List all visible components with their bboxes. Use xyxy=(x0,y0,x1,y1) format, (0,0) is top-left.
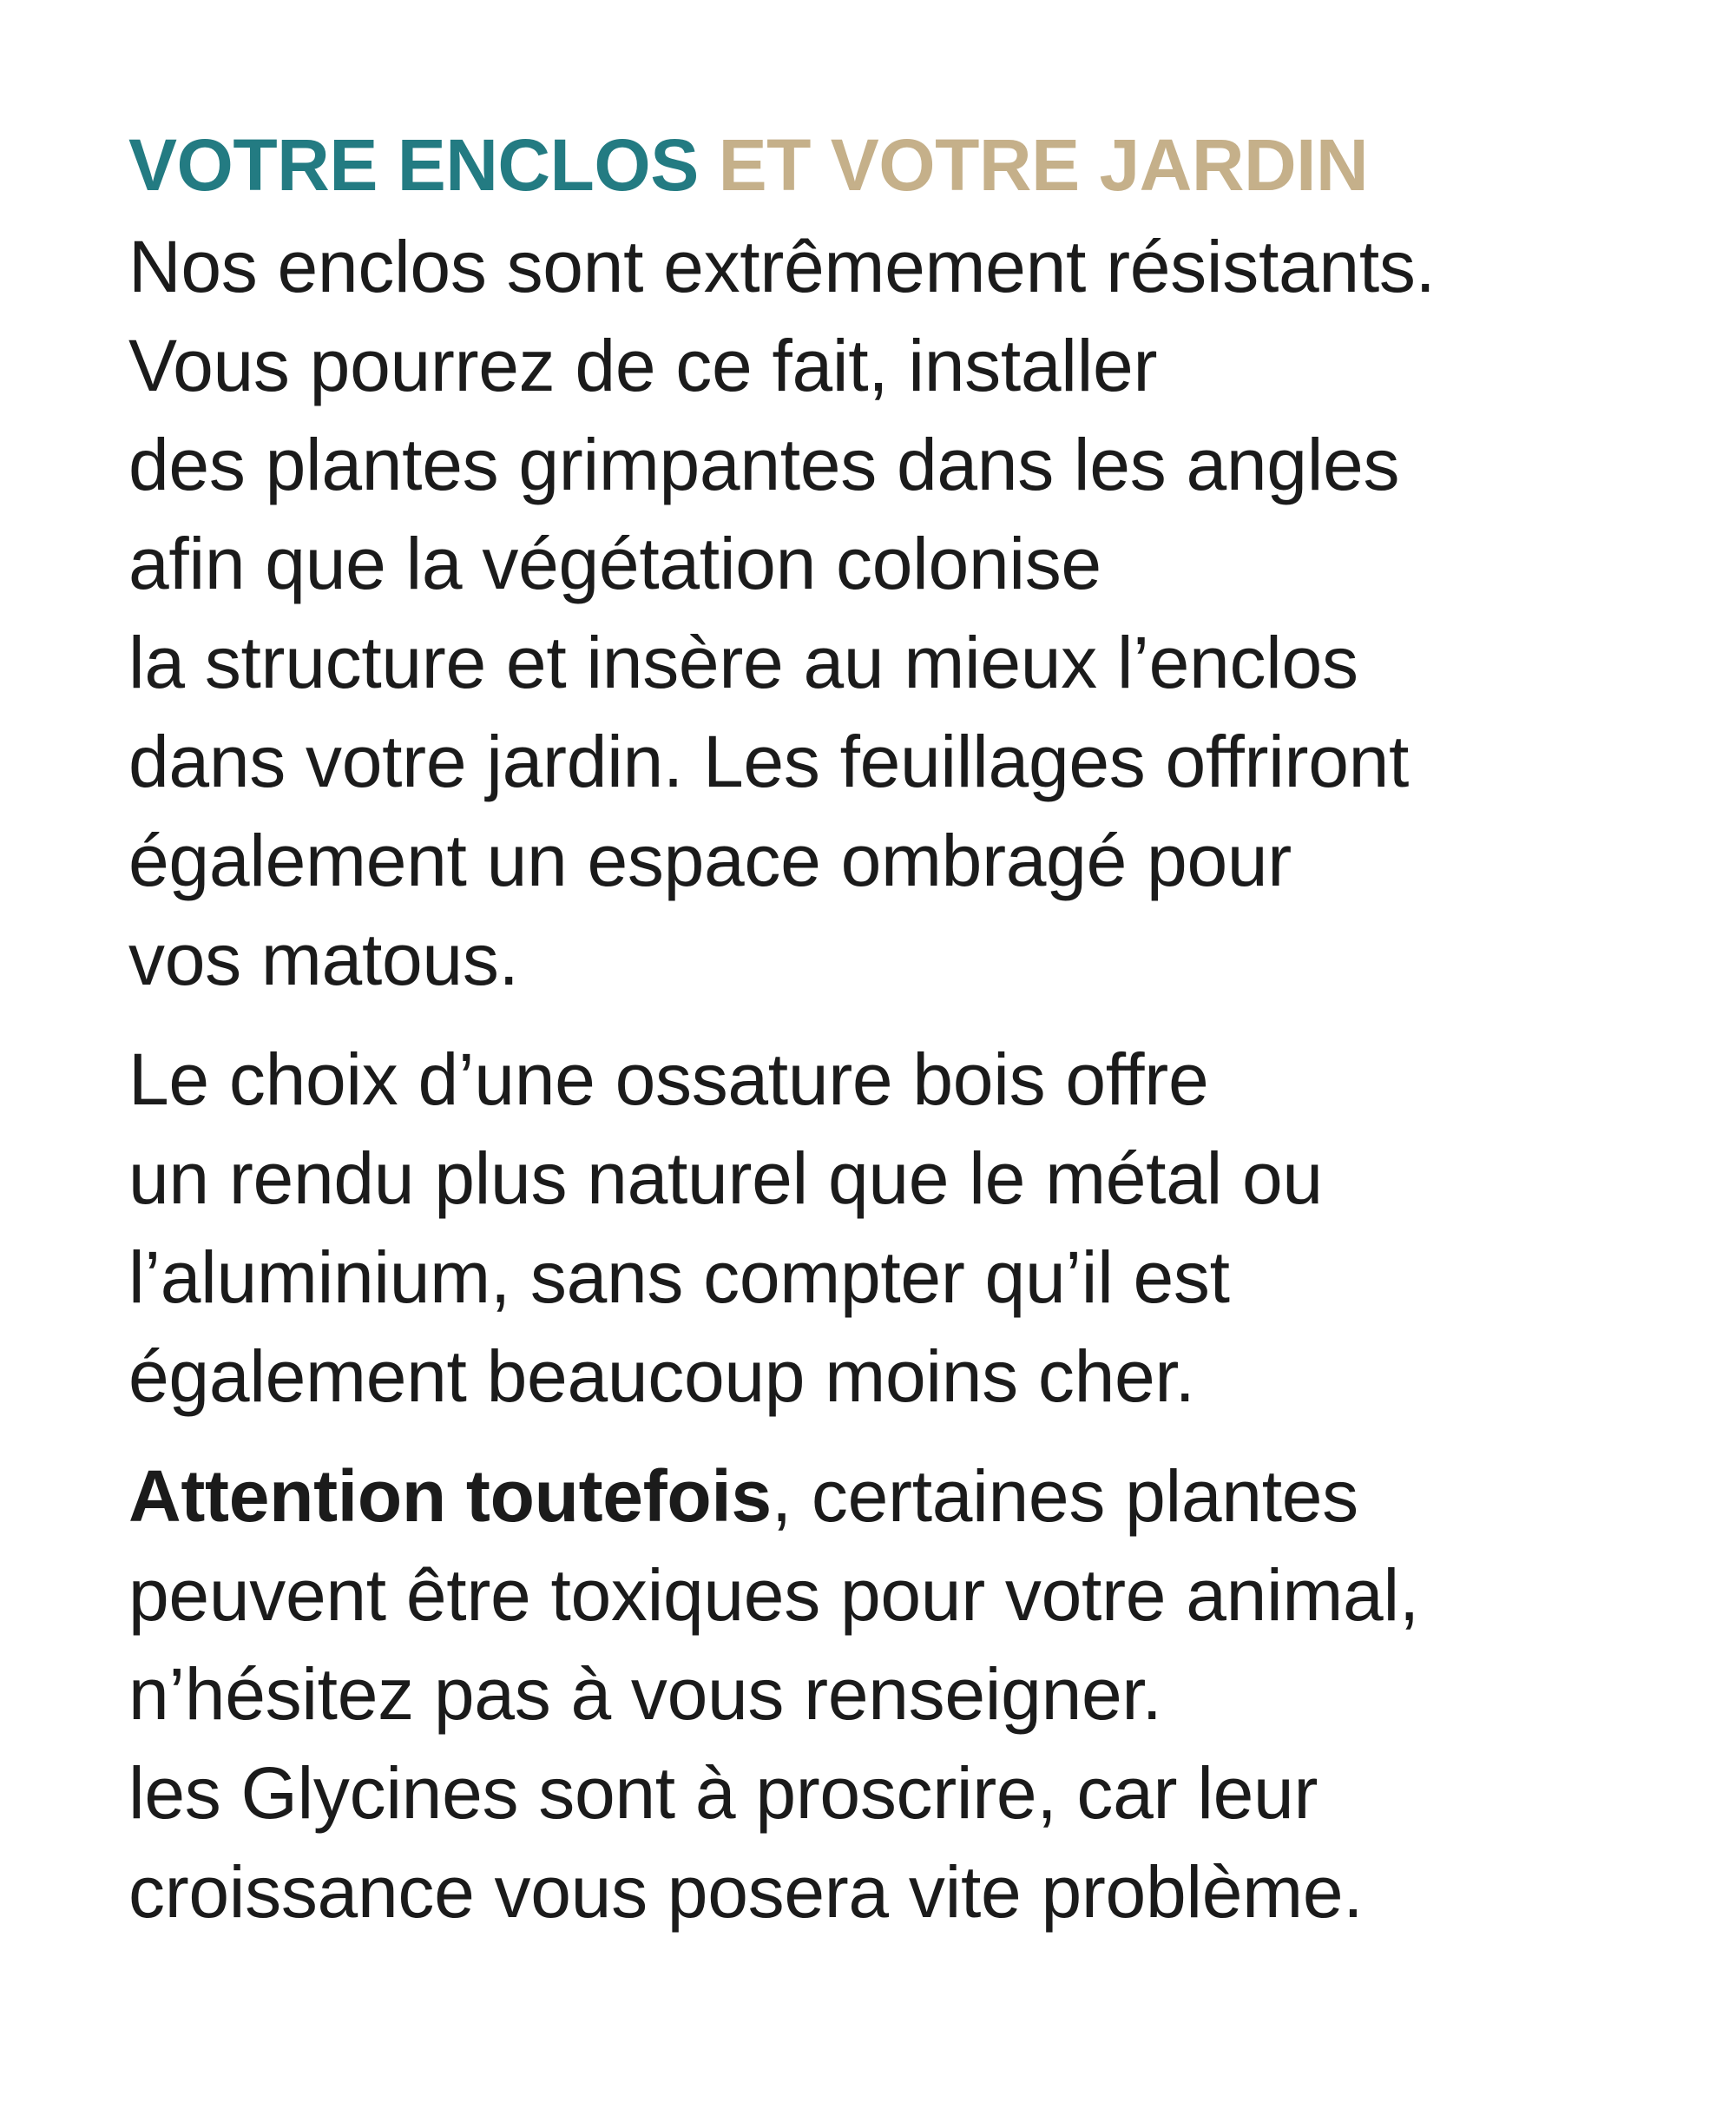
section-heading xyxy=(128,122,1691,208)
text-line: la structure et insère au mieux l’enclos xyxy=(128,622,1358,703)
text-line: croissance vous posera vite problème. xyxy=(128,1851,1364,1933)
text-line: également un espace ombragé pour xyxy=(128,820,1292,901)
text-line: un rendu plus naturel que le métal ou xyxy=(128,1137,1323,1219)
heading-teal-part: VOTRE ENCLOS xyxy=(128,124,699,206)
text-line: l’aluminium, sans compter qu’il est xyxy=(128,1236,1230,1318)
text-line: Nos enclos sont extrêmement résistants. xyxy=(128,226,1436,307)
document-page xyxy=(128,122,1691,1941)
text-line: Le choix d’une ossature bois offre xyxy=(128,1038,1209,1120)
text-line: des plantes grimpantes dans les angles xyxy=(128,424,1400,505)
text-line xyxy=(128,1447,1691,1545)
text-line: peuvent être toxiques pour votre animal, xyxy=(128,1554,1419,1636)
paragraph-enclosure-strength xyxy=(128,217,1691,1009)
warning-emphasis: Attention toutefois xyxy=(128,1455,772,1537)
text-line: n’hésitez pas à vous renseigner. xyxy=(128,1653,1162,1735)
warning-line-rest: , certaines plantes xyxy=(771,1455,1358,1537)
heading-gold-part: ET VOTRE JARDIN xyxy=(698,124,1369,206)
paragraph-wood-frame xyxy=(128,1030,1691,1426)
text-line: dans votre jardin. Les feuillages offriront xyxy=(128,721,1410,802)
paragraph-toxic-plants-warning xyxy=(128,1447,1691,1941)
text-line: vos matous. xyxy=(128,919,519,1000)
text-line: également beaucoup moins cher. xyxy=(128,1335,1195,1417)
text-line: afin que la végétation colonise xyxy=(128,523,1101,604)
text-line: Vous pourrez de ce fait, installer xyxy=(128,325,1158,406)
text-line: les Glycines sont à proscrire, car leur xyxy=(128,1752,1318,1834)
